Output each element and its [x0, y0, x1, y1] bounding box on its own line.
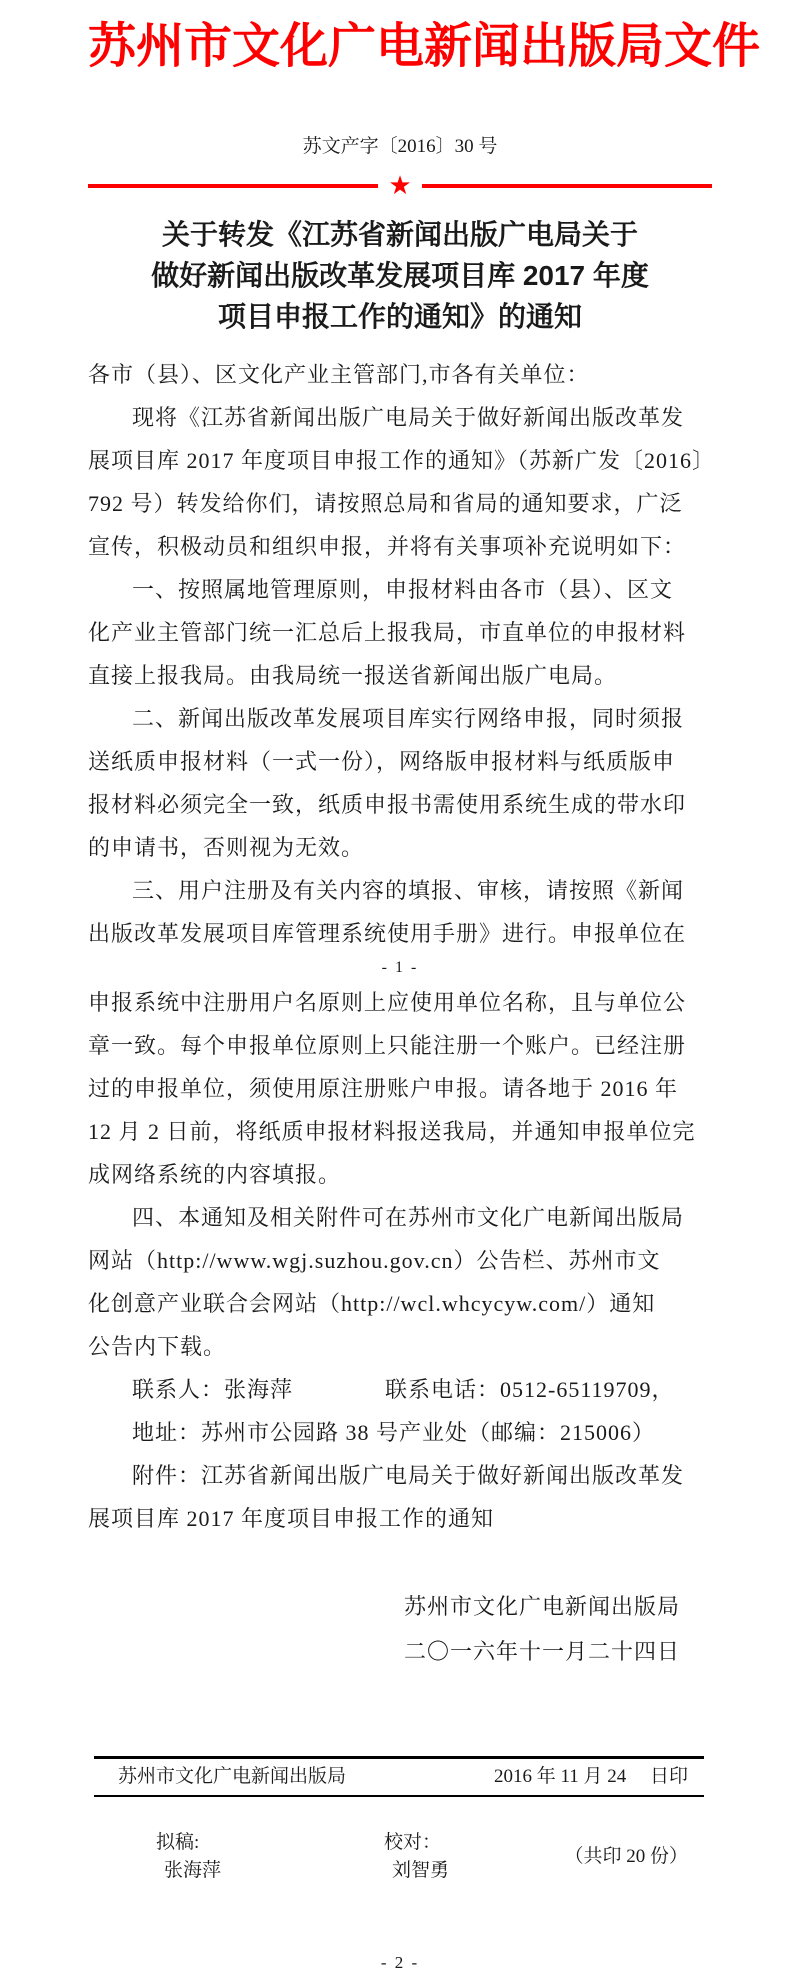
signature-date: 二〇一六年十一月二十四日	[403, 1639, 680, 1664]
colophon-print-date: 2016 年 11 月 24 日印	[493, 1766, 688, 1787]
body-line: 联系人：张海萍 联系电话：0512-65119709，	[132, 1377, 675, 1402]
page-1-number: - 1 -	[381, 959, 419, 976]
proofreader-label: 校对：	[384, 1832, 442, 1853]
colophon-drafter-cell	[118, 1801, 346, 1913]
body-line: 的申请书，否则视为无效。	[88, 835, 365, 860]
body-line: 直接上报我局。由我局统一报送省新闻出版广电局。	[88, 663, 618, 688]
body-line: 宣传，积极动员和组织申报，并将有关事项补充说明如下：	[88, 534, 687, 559]
body-line: 化产业主管部门统一汇总后上报我局，市直单位的申报材料	[88, 620, 687, 645]
body-line: 一、按照属地管理原则，申报材料由各市（县）、区文	[132, 577, 674, 602]
colophon-issuer: 苏州市文化广电新闻出版局	[118, 1766, 347, 1787]
star-icon: ★	[388, 171, 412, 200]
body-line: 展项目库 2017 年度项目申报工作的通知	[88, 1506, 495, 1531]
separator-line-right	[422, 184, 712, 188]
body-line: 12 月 2 日前，将纸质申报材料报送我局，并通知申报单位完	[88, 1119, 696, 1144]
body-line: 网站（http://www.wgj.suzhou.gov.cn）公告栏、苏州市文	[88, 1248, 661, 1273]
body-line: 章一致。每个申报单位原则上只能注册一个账户。已经注册	[88, 1033, 687, 1058]
body-line: 地址：苏州市公园路 38 号产业处（邮编：215006）	[132, 1420, 656, 1445]
body-line: 三、用户注册及有关内容的填报、审核，请按照《新闻	[132, 878, 685, 903]
body-line: 公告内下载。	[88, 1334, 227, 1359]
body-line: 各市（县）、区文化产业主管部门,市各有关单位：	[88, 362, 590, 387]
body-line: 现将《江苏省新闻出版广电局关于做好新闻出版改革发	[132, 405, 685, 430]
body-line: 送纸质申报材料（一式一份），网络版申报材料与纸质版申	[88, 749, 676, 774]
body-line: 出版改革发展项目库管理系统使用手册》进行。申报单位在	[88, 921, 687, 946]
body-line: 成网络系统的内容填报。	[88, 1162, 342, 1187]
document-header-title: 苏州市文化广电新闻出版局文件	[88, 20, 761, 73]
document-number: 苏文产字〔2016〕30 号	[302, 136, 498, 157]
body-line: 化创意产业联合会网站（http://wcl.whcycyw.com/）通知	[88, 1291, 656, 1316]
body-line: 二、新闻出版改革发展项目库实行网络申报，同时须报	[132, 706, 685, 731]
document-title-line: 做好新闻出版改革发展项目库 2017 年度	[151, 260, 649, 291]
colophon-table	[94, 1756, 704, 1917]
body-line: 四、本通知及相关附件可在苏州市文化广电新闻出版局	[132, 1205, 685, 1230]
separator-line-left	[88, 184, 378, 188]
colophon-proofreader-cell	[346, 1801, 449, 1913]
signature-block	[88, 1584, 712, 1674]
body-line: 792 号）转发给你们，请按照总局和省局的通知要求，广泛	[88, 491, 683, 516]
colophon-row-issuer	[94, 1759, 704, 1797]
document-title-line: 项目申报工作的通知》的通知	[217, 301, 582, 332]
star-separator	[88, 171, 712, 200]
page-2-number: - 2 -	[380, 1953, 420, 1972]
body-line: 展项目库 2017 年度项目申报工作的通知》（苏新广发〔2016〕	[88, 448, 716, 473]
document-body	[88, 353, 716, 1540]
drafter-name: 张海萍	[164, 1860, 222, 1881]
proofreader-name: 刘智勇	[392, 1860, 450, 1881]
document-title-line: 关于转发《江苏省新闻出版广电局关于	[161, 219, 638, 250]
document-title	[88, 214, 712, 337]
body-line: 申报系统中注册用户名原则上应使用单位名称，且与单位公	[88, 990, 687, 1015]
body-line: 过的申报单位，须使用原注册账户申报。请各地于 2016 年	[88, 1076, 679, 1101]
colophon-copies: （共印 20 份）	[564, 1846, 688, 1867]
body-line: 报材料必须完全一致，纸质申报书需使用系统生成的带水印	[88, 792, 687, 817]
signature-org: 苏州市文化广电新闻出版局	[403, 1594, 680, 1619]
colophon-row-staff	[94, 1797, 704, 1917]
body-line: 附件：江苏省新闻出版广电局关于做好新闻出版改革发	[132, 1463, 685, 1488]
drafter-label: 拟稿:	[156, 1832, 200, 1853]
